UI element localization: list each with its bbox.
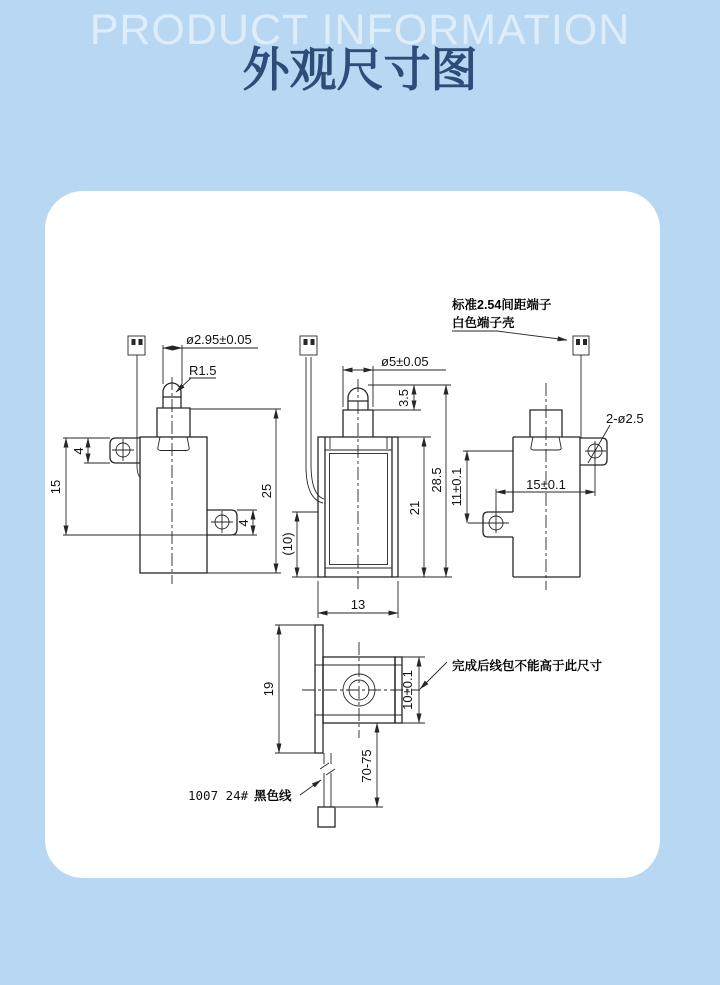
dim-flange-length: 19 bbox=[261, 681, 276, 697]
dim-coil-ref: (10) bbox=[280, 532, 295, 556]
top-view-figure bbox=[188, 625, 603, 827]
dim-body-width: 13 bbox=[350, 597, 366, 612]
front-wire-1 bbox=[306, 357, 323, 503]
dim-side-overall-height: 25 bbox=[259, 483, 274, 499]
watermark-text: PRODUCT INFORMATION bbox=[89, 6, 631, 54]
dim-tip-height: 3.5 bbox=[396, 388, 411, 408]
pole-piece bbox=[157, 408, 190, 437]
dim-overall-height: 28.5 bbox=[429, 467, 444, 493]
rear-left-tab bbox=[483, 512, 513, 537]
coil-window bbox=[330, 454, 388, 565]
wire-connector bbox=[318, 807, 335, 827]
dim-top-tab-height: 4 bbox=[71, 447, 86, 455]
dim-bottom-tab-height: 4 bbox=[236, 519, 251, 527]
upper-tab bbox=[110, 438, 140, 463]
dim-hole-offset: 11±0.1 bbox=[449, 467, 464, 507]
rear-right-tab bbox=[580, 438, 607, 465]
flange-plate bbox=[315, 625, 323, 753]
dim-plunger-diameter: ø2.95±0.05 bbox=[186, 332, 252, 347]
dim-wire-length: 70-75 bbox=[359, 749, 374, 783]
solenoid-body bbox=[140, 437, 207, 573]
wire-spec-label: 1007 24# bbox=[188, 788, 249, 803]
side-view-figure bbox=[48, 332, 281, 584]
coil-height-note: 完成后线包不能高于此尺寸 bbox=[452, 659, 603, 673]
rear-view-figure bbox=[449, 336, 644, 590]
dim-tab-span: 15 bbox=[48, 479, 63, 495]
lead-wires bbox=[324, 753, 331, 807]
dim-body-thickness: 10±0.1 bbox=[400, 670, 415, 710]
terminal-note-line2: 白色端子壳 bbox=[452, 316, 515, 330]
dim-hole-span: 15±0.1 bbox=[526, 477, 566, 492]
wire-color-label: 黑色线 bbox=[254, 789, 292, 803]
page-title: 外观尺寸图 bbox=[242, 43, 478, 96]
front-view-figure bbox=[280, 336, 452, 618]
terminal-annotation bbox=[451, 297, 567, 340]
dim-mounting-holes: 2-ø2.5 bbox=[606, 411, 644, 426]
dim-pole-diameter: ø5±0.05 bbox=[381, 354, 429, 369]
rear-connector bbox=[573, 336, 589, 355]
rear-body bbox=[513, 437, 580, 577]
front-connector bbox=[300, 336, 317, 355]
dim-tip-radius: R1.5 bbox=[189, 363, 217, 378]
side-connector bbox=[128, 336, 145, 355]
terminal-note-line1: 标准2.54间距端子 bbox=[452, 298, 552, 312]
dim-body-height: 21 bbox=[407, 500, 422, 516]
